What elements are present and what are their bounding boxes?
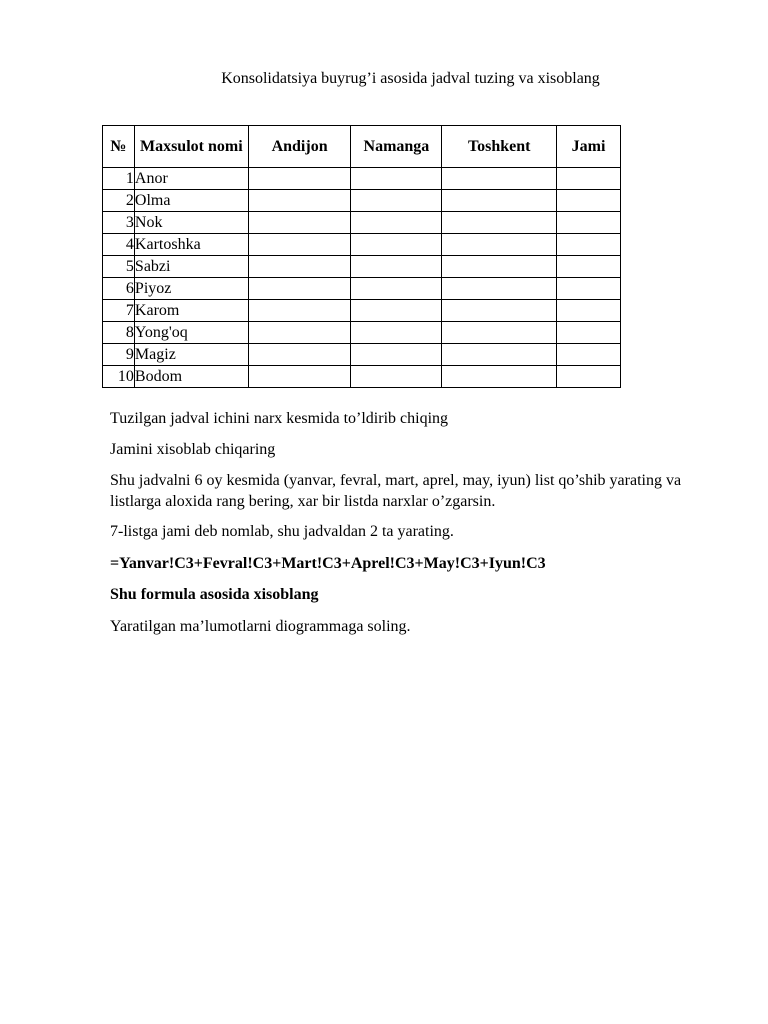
product-name-cell: Magiz — [134, 344, 248, 366]
toshkent-value-cell — [442, 168, 557, 190]
instruction-bold: Shu formula asosida xisoblang — [110, 586, 319, 603]
formula-line: =Yanvar!C3+Fevral!C3+Mart!C3+Aprel!C3+May!C3+Iyun!C3 — [110, 555, 546, 572]
jami-value-cell — [557, 234, 621, 256]
row-number: 5 — [103, 256, 135, 278]
jami-value-cell — [557, 322, 621, 344]
andijon-value-cell — [248, 366, 351, 388]
table-row — [103, 168, 621, 190]
header-andijon: Andijon — [248, 126, 351, 168]
namanga-value-cell — [351, 344, 442, 366]
jami-value-cell — [557, 190, 621, 212]
row-number: 10 — [103, 366, 135, 388]
row-number: 7 — [103, 300, 135, 322]
table-row — [103, 278, 621, 300]
instruction-4: 7-listga jami deb nomlab, shu jadvaldan 2 ta yarating. — [110, 523, 454, 540]
product-name-cell: Sabzi — [134, 256, 248, 278]
table-row — [103, 212, 621, 234]
toshkent-value-cell — [442, 278, 557, 300]
jami-value-cell — [557, 278, 621, 300]
andijon-value-cell — [248, 212, 351, 234]
table-row — [103, 300, 621, 322]
andijon-value-cell — [248, 190, 351, 212]
product-name-cell: Kartoshka — [134, 234, 248, 256]
product-name-cell: Olma — [134, 190, 248, 212]
jami-value-cell — [557, 344, 621, 366]
jami-value-cell — [557, 212, 621, 234]
toshkent-value-cell — [442, 212, 557, 234]
table-row — [103, 190, 621, 212]
header-product-name: Maxsulot nomi — [134, 126, 248, 168]
table-row — [103, 344, 621, 366]
product-name-cell: Anor — [134, 168, 248, 190]
table-row — [103, 366, 621, 388]
namanga-value-cell — [351, 300, 442, 322]
toshkent-value-cell — [442, 366, 557, 388]
jami-value-cell — [557, 168, 621, 190]
table-header-row — [103, 126, 621, 168]
header-jami: Jami — [557, 126, 621, 168]
row-number: 9 — [103, 344, 135, 366]
row-number: 3 — [103, 212, 135, 234]
header-toshkent: Toshkent — [442, 126, 557, 168]
document-title: Konsolidatsiya buyrug’i asosida jadval tuzing va xisoblang — [221, 70, 600, 87]
instruction-2: Jamini xisoblab chiqaring — [110, 441, 276, 458]
namanga-value-cell — [351, 366, 442, 388]
table-row — [103, 256, 621, 278]
instruction-last: Yaratilgan ma’lumotlarni diogrammaga soling. — [110, 618, 411, 635]
jami-value-cell — [557, 300, 621, 322]
jami-value-cell — [557, 366, 621, 388]
namanga-value-cell — [351, 278, 442, 300]
header-namanga: Namanga — [351, 126, 442, 168]
header-number: № — [103, 126, 135, 168]
table-body — [103, 168, 621, 388]
table-row — [103, 322, 621, 344]
row-number: 1 — [103, 168, 135, 190]
namanga-value-cell — [351, 322, 442, 344]
product-name-cell: Piyoz — [134, 278, 248, 300]
toshkent-value-cell — [442, 234, 557, 256]
toshkent-value-cell — [442, 322, 557, 344]
toshkent-value-cell — [442, 344, 557, 366]
andijon-value-cell — [248, 168, 351, 190]
row-number: 6 — [103, 278, 135, 300]
namanga-value-cell — [351, 168, 442, 190]
product-name-cell: Karom — [134, 300, 248, 322]
namanga-value-cell — [351, 212, 442, 234]
row-number: 8 — [103, 322, 135, 344]
namanga-value-cell — [351, 234, 442, 256]
andijon-value-cell — [248, 256, 351, 278]
andijon-value-cell — [248, 344, 351, 366]
andijon-value-cell — [248, 300, 351, 322]
product-name-cell: Yong'oq — [134, 322, 248, 344]
toshkent-value-cell — [442, 300, 557, 322]
product-name-cell: Nok — [134, 212, 248, 234]
toshkent-value-cell — [442, 256, 557, 278]
instruction-3: Shu jadvalni 6 oy kesmida (yanvar, fevral, mart, aprel, may, iyun) list qo’shib yarating va listlarga aloxida rang bering, xar bir listda narxlar o’zgarsin. — [110, 472, 682, 510]
andijon-value-cell — [248, 278, 351, 300]
namanga-value-cell — [351, 190, 442, 212]
products-table — [102, 125, 621, 388]
andijon-value-cell — [248, 234, 351, 256]
row-number: 2 — [103, 190, 135, 212]
andijon-value-cell — [248, 322, 351, 344]
jami-value-cell — [557, 256, 621, 278]
product-name-cell: Bodom — [134, 366, 248, 388]
namanga-value-cell — [351, 256, 442, 278]
row-number: 4 — [103, 234, 135, 256]
table-row — [103, 234, 621, 256]
toshkent-value-cell — [442, 190, 557, 212]
instruction-1: Tuzilgan jadval ichini narx kesmida to’ldirib chiqing — [110, 410, 449, 427]
